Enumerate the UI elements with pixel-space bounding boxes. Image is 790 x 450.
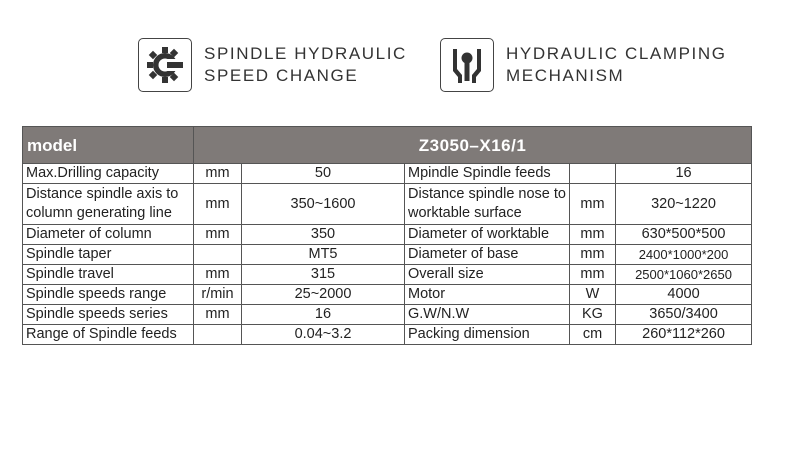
spec-name: Distance spindle axis to column generating line — [23, 184, 194, 225]
feature-text — [204, 43, 407, 87]
spec-unit — [570, 164, 616, 184]
spec-value: 320~1220 — [616, 184, 752, 225]
hydraulic-clamp-icon — [440, 38, 494, 92]
table-row — [23, 305, 752, 325]
table-row — [23, 164, 752, 184]
spec-name: Spindle speeds series — [23, 305, 194, 325]
spec-value: 25~2000 — [242, 285, 405, 305]
spec-name: Spindle speeds range — [23, 285, 194, 305]
spec-unit: mm — [570, 184, 616, 225]
feature-line: HYDRAULIC CLAMPING — [506, 44, 727, 63]
spec-name: G.W/N.W — [405, 305, 570, 325]
spec-name: Overall size — [405, 265, 570, 285]
spec-name: Packing dimension — [405, 325, 570, 345]
spec-unit — [194, 325, 242, 345]
spec-value: 2500*1060*2650 — [616, 265, 752, 285]
table-row — [23, 184, 752, 225]
table-header-row — [23, 127, 752, 164]
spec-value: 2400*1000*200 — [616, 245, 752, 265]
spec-value: 16 — [616, 164, 752, 184]
spec-unit: KG — [570, 305, 616, 325]
spec-value: 16 — [242, 305, 405, 325]
spec-name: Diameter of column — [23, 225, 194, 245]
model-label: model — [23, 127, 194, 164]
table-row — [23, 265, 752, 285]
spec-unit — [194, 245, 242, 265]
spec-name: Max.Drilling capacity — [23, 164, 194, 184]
table-row — [23, 325, 752, 345]
spec-name: Diameter of worktable — [405, 225, 570, 245]
feature-hydraulic-clamping — [440, 38, 727, 92]
spec-value: 260*112*260 — [616, 325, 752, 345]
spec-unit: mm — [194, 164, 242, 184]
spec-unit: cm — [570, 325, 616, 345]
table-row — [23, 245, 752, 265]
spec-unit: mm — [194, 225, 242, 245]
feature-line: SPINDLE HYDRAULIC — [204, 44, 407, 63]
spec-name: Spindle taper — [23, 245, 194, 265]
spec-unit: W — [570, 285, 616, 305]
spec-value: 350 — [242, 225, 405, 245]
spec-unit: mm — [194, 305, 242, 325]
gear-shift-icon — [138, 38, 192, 92]
spec-unit: r/min — [194, 285, 242, 305]
spec-unit: mm — [194, 184, 242, 225]
spec-value: 4000 — [616, 285, 752, 305]
spec-value: MT5 — [242, 245, 405, 265]
table-row — [23, 285, 752, 305]
spec-unit: mm — [570, 225, 616, 245]
spec-value: 3650/3400 — [616, 305, 752, 325]
spec-unit: mm — [194, 265, 242, 285]
feature-text — [506, 43, 727, 87]
spec-table — [22, 126, 752, 345]
feature-line: SPEED CHANGE — [204, 66, 359, 85]
spec-name: Distance spindle nose to worktable surface — [405, 184, 570, 225]
spec-value: 0.04~3.2 — [242, 325, 405, 345]
spec-name: Range of Spindle feeds — [23, 325, 194, 345]
spec-name: Diameter of base — [405, 245, 570, 265]
spec-name: Mpindle Spindle feeds — [405, 164, 570, 184]
feature-spindle-hydraulic — [138, 38, 407, 92]
table-row — [23, 225, 752, 245]
spec-value: 50 — [242, 164, 405, 184]
spec-value: 315 — [242, 265, 405, 285]
spec-value: 630*500*500 — [616, 225, 752, 245]
spec-name: Spindle travel — [23, 265, 194, 285]
spec-name: Motor — [405, 285, 570, 305]
spec-value: 350~1600 — [242, 184, 405, 225]
model-value: Z3050–X16/1 — [194, 127, 752, 164]
spec-unit: mm — [570, 245, 616, 265]
feature-line: MECHANISM — [506, 66, 625, 85]
spec-unit: mm — [570, 265, 616, 285]
